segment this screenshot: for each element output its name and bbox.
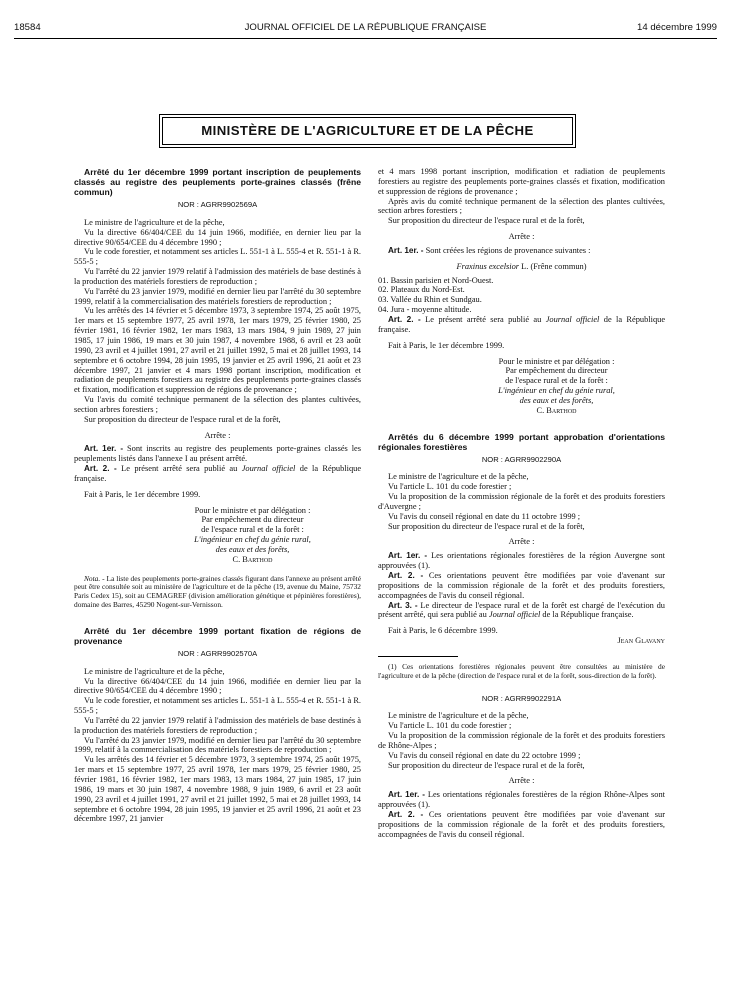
signature-line: de l'espace rural et de la forêt :	[505, 376, 608, 386]
signatory-name: C. Barthod	[232, 554, 273, 564]
article	[378, 810, 665, 840]
article	[378, 551, 665, 571]
article-label: Art. 1er. -	[388, 551, 428, 561]
species-common-name: L. (Frêne commun)	[521, 261, 587, 271]
nor-reference: NOR : AGRR9902570A	[177, 648, 258, 658]
article-text: de la République française.	[74, 464, 362, 483]
paragraph: Vu l'article L. 101 du code forestier ;	[388, 482, 512, 492]
issue-date: 14 décembre 1999	[636, 22, 717, 33]
nor-reference: NOR : AGRR9902569A	[177, 200, 258, 209]
arrete-label: Arrête :	[508, 776, 535, 786]
note	[74, 575, 361, 610]
article-text: Le présent arrêté sera publié au	[121, 464, 238, 474]
nor-reference: NOR : AGRR9902291A	[481, 693, 562, 703]
paragraph: Vu l'arrêté du 22 janvier 1979 relatif à l'admission des matériels de base destinés à la production des matériels forestiers de reproduction ;	[74, 715, 361, 735]
paragraph: Vu la proposition de la commission régionale de la forêt et des produits forestiers de Rhône-Alpes ;	[378, 731, 665, 750]
paragraph: Sur proposition du directeur de l'espace rural et de la forêt,	[388, 521, 585, 531]
paragraph: Le ministre de l'agriculture et de la pêche,	[84, 666, 225, 676]
article	[378, 315, 665, 335]
signature-block	[74, 506, 361, 565]
date-line: Fait à Paris, le 1er décembre 1999.	[388, 340, 505, 350]
decree-title: Arrêté du 1er décembre 1999 portant inscription de peuplements classés au registre des peuplements porte-graines classés (frêne commun)	[74, 167, 361, 197]
footnote-rule	[378, 656, 458, 657]
decree-title: Arrêté du 1er décembre 1999 portant fixation de régions de provenance	[74, 625, 361, 646]
article-label: Art. 1er. -	[388, 245, 424, 255]
article	[378, 571, 665, 601]
article-text: Ces orientations peuvent être modifiées par voie d'avenant sur propositions de la commission régionale de la forêt et des produits forestiers, accompagnées de l'avis du conseil régional.	[378, 571, 665, 600]
region-list	[378, 276, 665, 315]
nor-reference: NOR : AGRR9902290A	[481, 454, 562, 464]
article-label: Art. 2. -	[388, 809, 424, 819]
right-column	[378, 167, 665, 839]
paragraph: Vu les arrêtés des 14 février et 5 décembre 1973, 3 septembre 1974, 25 août 1975, 1er mars et 15 septembre 1977, 25 avril 1978, 1er mars 1979, 25 février 1980, 25 février 1981, 16 février 1982, 1er mars 1983, 13 mars 1984, 9 juin 1989, 27 juin 1985, 17 juin 1986, 19 mars et 30 juin 1987, 4 novembre 1988, 6 avril et 23 août 1990, 23 avril et 4 juillet 1991, 27 avril et 21 juillet 1992, 5 mai et 28 juillet 1993, 14 septembre et 6 octobre 1994, 28 juin 1995, 19 janvier et 25 avril 1996, 21 août et 23 décembre 1997, 21 janvier et 4 mars 1998 portant inscription, modification et radiation de peuplements forestiers au registre des peuplements porte-graines classés et fixation, modification et suppression de régions de provenance ;	[74, 306, 361, 395]
paragraph: Vu l'avis du conseil régional en date du 22 octobre 1999 ;	[388, 750, 581, 760]
list-item: 04. Jura - moyenne altitude.	[378, 305, 472, 315]
paragraph: Vu l'arrêté du 23 janvier 1979, modifié en dernier lieu par l'arrêté du 30 septembre 1999, relatif à la commercialisation des matériels forestiers de reproduction ;	[74, 286, 361, 306]
journal-reference: Journal officiel	[488, 610, 541, 620]
arrete-label: Arrête :	[508, 232, 535, 242]
signature-line: des eaux et des forêts,	[215, 545, 290, 554]
paragraph: Vu la directive 66/404/CEE du 14 juin 1966, modifiée en dernier lieu par la directive 90/654/CEE du 4 décembre 1990 ;	[74, 676, 361, 696]
article-label: Art. 1er. -	[388, 790, 425, 800]
signature-line: des eaux et des forêts,	[519, 395, 594, 405]
article-label: Art. 2. -	[84, 464, 117, 474]
article-text: Ces orientations peuvent être modifiées par voie d'avenant sur propositions de la commission régionale de la forêt et des produits forestiers, accompagnées de l'avis du conseil régional.	[378, 809, 665, 839]
list-item: 03. Vallée du Rhin et Sundgau.	[378, 295, 482, 305]
article-text: Sont créées les régions de provenance suivantes :	[425, 245, 591, 255]
article-text: Sont inscrits au registre des peuplements porte-graines classés les peuplements listés dans l'annexe I au présent arrêté.	[74, 444, 362, 464]
signatory-name: Jean Glavany	[617, 636, 665, 646]
article-label: Art. 1er. -	[84, 444, 124, 454]
signature-line: Par empêchement du directeur	[505, 366, 608, 376]
article	[378, 601, 665, 621]
signature-line: de l'espace rural et de la forêt :	[201, 525, 304, 535]
paragraph: Le ministre de l'agriculture et de la pêche,	[84, 217, 225, 227]
decree-title: Arrêtés du 6 décembre 1999 portant approbation d'orientations régionales forestières	[378, 431, 665, 452]
article-label: Art. 2. -	[388, 571, 424, 580]
page-header	[14, 22, 717, 36]
signature-line: Pour le ministre et par délégation :	[194, 505, 311, 515]
article-text: Le présent arrêté sera publié au	[425, 314, 542, 324]
article-text: Les orientations régionales forestières de la région Rhône-Alpes sont approuvées (1).	[378, 790, 665, 810]
left-column	[74, 167, 361, 824]
paragraph: Vu l'avis du comité technique permanent de la sélection des plantes cultivées, section arbres forestiers ;	[74, 395, 361, 414]
note-label: Nota.	[84, 573, 101, 583]
paragraph: Sur proposition du directeur de l'espace rural et de la forêt,	[388, 216, 585, 226]
note-text: - La liste des peuplements porte-graines classés figurant dans l'annexe au présent arrêté peut être consultée soit au ministère de l'agriculture et de la pêche (19, avenue du Maine, 75732 Paris Cedex 15), soit au CEMAGREF (division amélioration génétique et pépinières forestières), domaine des Barres, 45290 Nogent-sur-Vernisson.	[74, 573, 361, 610]
signature-line: L'ingénieur en chef du génie rural,	[498, 386, 615, 396]
signature-block	[378, 357, 665, 416]
date-line: Fait à Paris, le 1er décembre 1999.	[84, 489, 201, 499]
article-label: Art. 2. -	[388, 314, 421, 324]
paragraph: Sur proposition du directeur de l'espace rural et de la forêt,	[388, 760, 585, 770]
arrete-label: Arrête :	[508, 537, 535, 547]
article-text: de la République française.	[542, 610, 634, 620]
list-item: 01. Bassin parisien et Nord-Ouest.	[378, 275, 494, 285]
journal-reference: Journal officiel	[241, 464, 296, 474]
article-label: Art. 3. -	[388, 600, 418, 610]
article	[74, 464, 361, 484]
paragraph: Vu l'arrêté du 23 janvier 1979, modifié en dernier lieu par l'arrêté du 30 septembre 1999, relatif à la commercialisation des matériels forestiers de reproduction ;	[74, 735, 361, 755]
paragraph: Sur proposition du directeur de l'espace rural et de la forêt,	[84, 414, 281, 424]
article	[74, 444, 361, 464]
article-text: Le directeur de l'espace rural et de la forêt est chargé de l'exécution du présent arrêté, qui sera publié au	[378, 600, 665, 620]
species-line	[378, 262, 665, 272]
paragraph: Vu l'avis du conseil régional en date du 11 octobre 1999 ;	[388, 511, 581, 521]
paragraph: Après avis du comité technique permanent de la sélection des plantes cultivées, section arbres forestiers ;	[378, 196, 665, 216]
paragraph: Le ministre de l'agriculture et de la pêche,	[388, 711, 529, 721]
article	[378, 790, 665, 810]
page-number: 18584	[14, 22, 41, 33]
footnote: (1) Ces orientations forestières régionales peuvent être consultées au ministère de l'agriculture et de la pêche (direction de l'espace rural et de la forêt, sous-direction de la forêt).	[378, 661, 665, 680]
journal-reference: Journal officiel	[545, 314, 600, 324]
paragraph: Le ministre de l'agriculture et de la pêche,	[388, 472, 529, 482]
header-rule	[14, 38, 717, 39]
paragraph: et 4 mars 1998 portant inscription, modification et radiation de peuplements forestiers au registre des peuplements porte-graines classés et fixation, modification et suppression de régions de provenance ;	[378, 167, 665, 196]
signature-line: Par empêchement du directeur	[201, 515, 304, 525]
journal-title: JOURNAL OFFICIEL DE LA RÉPUBLIQUE FRANÇAISE	[244, 22, 487, 33]
paragraph: Vu l'arrêté du 22 janvier 1979 relatif à l'admission des matériels de base destinés à la production des matériels forestiers de reproduction ;	[74, 267, 361, 286]
paragraph: Vu la directive 66/404/CEE du 14 juin 1966, modifiée, en dernier lieu par la directive 90/654/CEE du 4 décembre 1990 ;	[74, 227, 361, 247]
list-item: 02. Plateaux du Nord-Est.	[378, 285, 465, 295]
article-text: de la République française.	[378, 314, 666, 334]
paragraph: Vu le code forestier, et notamment ses articles L. 551-1 à L. 555-4 et R. 551-1 à R. 555-5 ;	[74, 696, 361, 716]
arrete-label: Arrête :	[204, 430, 231, 440]
date-line: Fait à Paris, le 6 décembre 1999.	[388, 626, 498, 636]
paragraph: Vu les arrêtés des 14 février et 5 décembre 1973, 3 septembre 1974, 25 août 1975, 1er mars et 15 septembre 1977, 25 avril 1978, 1er mars 1979, 25 février 1980, 25 février 1981, 16 février 1982, 1er mars 1983, 13 mars 1984, 27 juin 1985, 17 juin 1986, 19 mars et 30 juin 1987, 4 novembre 1988, 9 juin 1989, 6 avril et 23 août 1990, 23 avril et 4 juillet 1991, 27 avril et 21 juillet 1992, 5 mai et 28 juillet 1993, 14 septembre et 6 octobre 1994, 28 juin 1995, 19 janvier et 25 avril 1996, 21 août et 23 décembre 1997, 21 janvier	[74, 755, 361, 824]
signature-line: L'ingénieur en chef du génie rural,	[194, 535, 311, 545]
article	[378, 246, 665, 256]
paragraph: Vu le code forestier, et notamment ses articles L. 551-1 à L. 555-4 et R. 551-1 à R. 555-5 ;	[74, 247, 361, 267]
species-name: Fraxinus excelsior	[456, 261, 520, 271]
signature-line: Pour le ministre et par délégation :	[498, 356, 615, 366]
paragraph: Vu l'article L. 101 du code forestier ;	[388, 721, 512, 731]
ministry-heading: MINISTÈRE DE L'AGRICULTURE ET DE LA PÊCHE	[162, 117, 573, 145]
paragraph: Vu la proposition de la commission régionale de la forêt et des produits forestiers d'Auvergne ;	[378, 492, 665, 511]
article-text: Les orientations régionales forestières de la région Auvergne sont approuvées (1).	[378, 551, 666, 571]
signatory-name: C. Barthod	[536, 405, 577, 415]
